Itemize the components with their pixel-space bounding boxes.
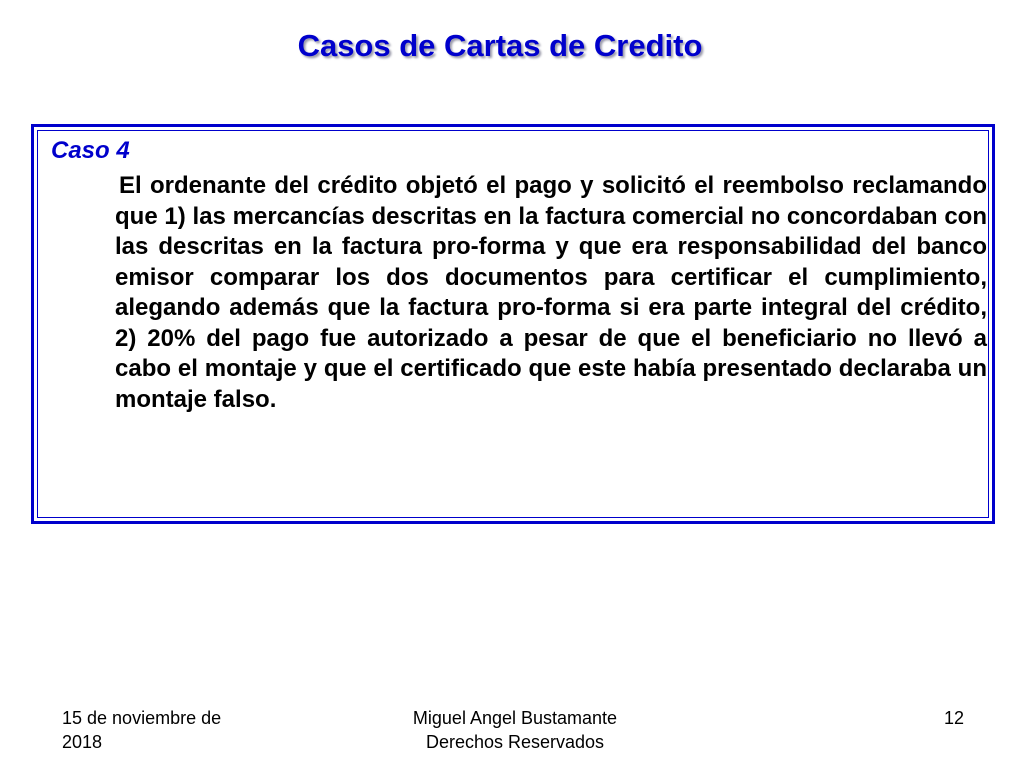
case-body-text: El ordenante del crédito objetó el pago y solicitó el reembolso reclamando que 1) las mercancías descritas en la factura comercial no concordaban con las descritas en la factura pro-forma y que era responsabilidad del banco emisor comparar los dos documentos para certificar el cumplimiento, alegando además que la factura pro-forma si era parte integral del crédito, 2) 20% del pago fue autorizado a pesar de que el beneficiario no llevó a cabo el montaje y que el certificado que este había presentado declaraba un montaje falso. [115, 172, 987, 413]
slide-title: Casos de Cartas de Credito [297, 28, 703, 63]
footer-author [380, 706, 650, 754]
case-label: Caso 4 [51, 137, 130, 164]
footer-author-name: Miguel Angel Bustamante [412, 708, 618, 728]
footer-date: 15 de noviembre de 2018 [62, 708, 222, 752]
content-inner-frame [37, 130, 989, 518]
content-box [31, 124, 995, 524]
footer-page-number: 12 [943, 708, 964, 728]
footer-rights: Derechos Reservados [425, 732, 605, 752]
